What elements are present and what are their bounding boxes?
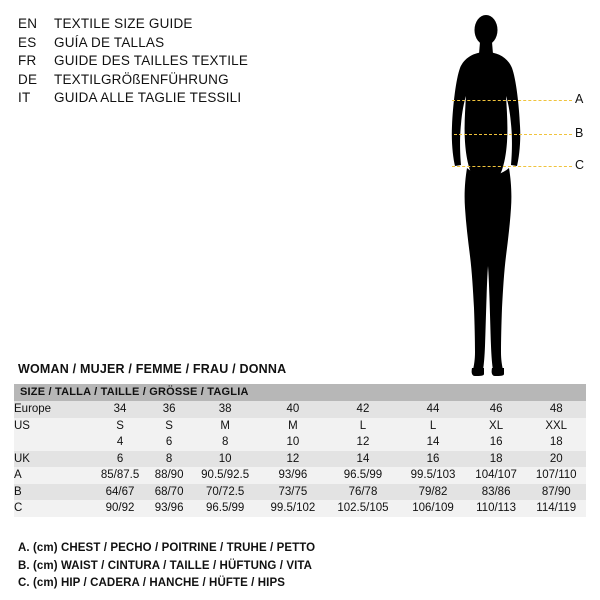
cell: 48: [526, 401, 586, 418]
cell: S: [92, 418, 148, 435]
measurement-legend: [18, 540, 315, 593]
cell: 36: [148, 401, 190, 418]
waist-measure-line: [454, 134, 572, 135]
language-row: [18, 72, 318, 91]
cell: 106/109: [400, 500, 465, 517]
cell: XXL: [526, 418, 586, 435]
cell: 10: [260, 434, 325, 451]
cell: 16: [400, 451, 465, 468]
cell: 42: [326, 401, 401, 418]
cell: 102.5/105: [326, 500, 401, 517]
legend-line-c: C. (cm) HIP / CADERA / HANCHE / HÜFTE / HIPS: [18, 577, 286, 589]
cell: 70/72.5: [190, 484, 260, 501]
cell: 76/78: [326, 484, 401, 501]
size-table: [14, 384, 586, 517]
cell: 93/96: [148, 500, 190, 517]
cell: 99.5/103: [400, 467, 465, 484]
cell: 99.5/102: [260, 500, 325, 517]
cell: 114/119: [526, 500, 586, 517]
language-code: DE: [18, 71, 38, 87]
language-list: [18, 16, 318, 109]
cell: 96.5/99: [326, 467, 401, 484]
row-label: B: [14, 484, 92, 501]
cell: 87/90: [526, 484, 586, 501]
cell: 14: [400, 434, 465, 451]
cell: 12: [326, 434, 401, 451]
table-row: [14, 418, 586, 435]
cell: 18: [526, 434, 586, 451]
chest-measure-line: [452, 100, 572, 101]
cell: 40: [260, 401, 325, 418]
cell: 16: [466, 434, 527, 451]
row-label: C: [14, 500, 92, 517]
cell: XL: [466, 418, 527, 435]
language-code: EN: [18, 16, 38, 31]
cell: 6: [148, 434, 190, 451]
cell: 90.5/92.5: [190, 467, 260, 484]
row-label: [14, 434, 92, 451]
cell: 18: [466, 451, 527, 468]
female-silhouette-icon: [420, 8, 595, 378]
cell: 93/96: [260, 467, 325, 484]
table-row: [14, 500, 586, 517]
table-row: [14, 401, 586, 418]
legend-line-b: B. (cm) WAIST / CINTURA / TAILLE / HÜFTUNG / VITA: [18, 559, 313, 572]
chest-measure-label: A: [575, 92, 584, 106]
cell: L: [326, 418, 401, 435]
language-title: GUIDA ALLE TAGLIE TESSILI: [54, 90, 242, 105]
cell: 34: [92, 401, 148, 418]
language-row: [18, 53, 318, 72]
language-code: FR: [18, 53, 37, 68]
cell: 10: [190, 451, 260, 468]
cell: 90/92: [92, 500, 148, 517]
cell: 73/75: [260, 484, 325, 501]
language-title: GUÍA DE TALLAS: [54, 34, 165, 50]
row-label: UK: [14, 451, 92, 468]
cell: M: [190, 418, 260, 435]
section-title: WOMAN / MUJER / FEMME / FRAU / DONNA: [18, 362, 287, 376]
cell: L: [400, 418, 465, 435]
cell: 4: [92, 434, 148, 451]
table-header-label: SIZE / TALLA / TAILLE / GRÖSSE / TAGLIA: [14, 384, 586, 401]
hip-measure-line: [452, 166, 572, 167]
cell: S: [148, 418, 190, 435]
cell: 38: [190, 401, 260, 418]
language-row: [18, 90, 318, 109]
cell: 83/86: [466, 484, 527, 501]
cell: 20: [526, 451, 586, 468]
cell: 8: [148, 451, 190, 468]
row-label: US: [14, 418, 92, 435]
cell: 88/90: [148, 467, 190, 484]
cell: 12: [260, 451, 325, 468]
language-title: TEXTILGRÖßENFÜHRUNG: [54, 71, 229, 87]
cell: 14: [326, 451, 401, 468]
cell: 6: [92, 451, 148, 468]
table-header-row: [14, 384, 586, 401]
cell: M: [260, 418, 325, 435]
hip-measure-label: C: [575, 158, 585, 172]
cell: 68/70: [148, 484, 190, 501]
language-row: [18, 16, 318, 35]
table-row: [14, 484, 586, 501]
waist-measure-label: B: [575, 126, 584, 140]
language-code: ES: [18, 34, 37, 50]
cell: 96.5/99: [190, 500, 260, 517]
language-title: TEXTILE SIZE GUIDE: [54, 16, 193, 31]
cell: 85/87.5: [92, 467, 148, 484]
row-label: A: [14, 467, 92, 484]
legend-line-a: A. (cm) CHEST / PECHO / POITRINE / TRUHE / PETTO: [18, 542, 316, 554]
language-row: [18, 35, 318, 54]
cell: 110/113: [466, 500, 527, 517]
language-title: GUIDE DES TAILLES TEXTILE: [54, 53, 249, 68]
table-row: [14, 451, 586, 468]
cell: 107/110: [526, 467, 586, 484]
row-label: Europe: [14, 401, 92, 418]
table-row: [14, 467, 586, 484]
language-code: IT: [18, 90, 31, 105]
cell: 79/82: [400, 484, 465, 501]
cell: 64/67: [92, 484, 148, 501]
cell: 8: [190, 434, 260, 451]
cell: 46: [466, 401, 527, 418]
cell: 44: [400, 401, 465, 418]
body-figure: [420, 8, 595, 378]
cell: 104/107: [466, 467, 527, 484]
table-row: [14, 434, 586, 451]
